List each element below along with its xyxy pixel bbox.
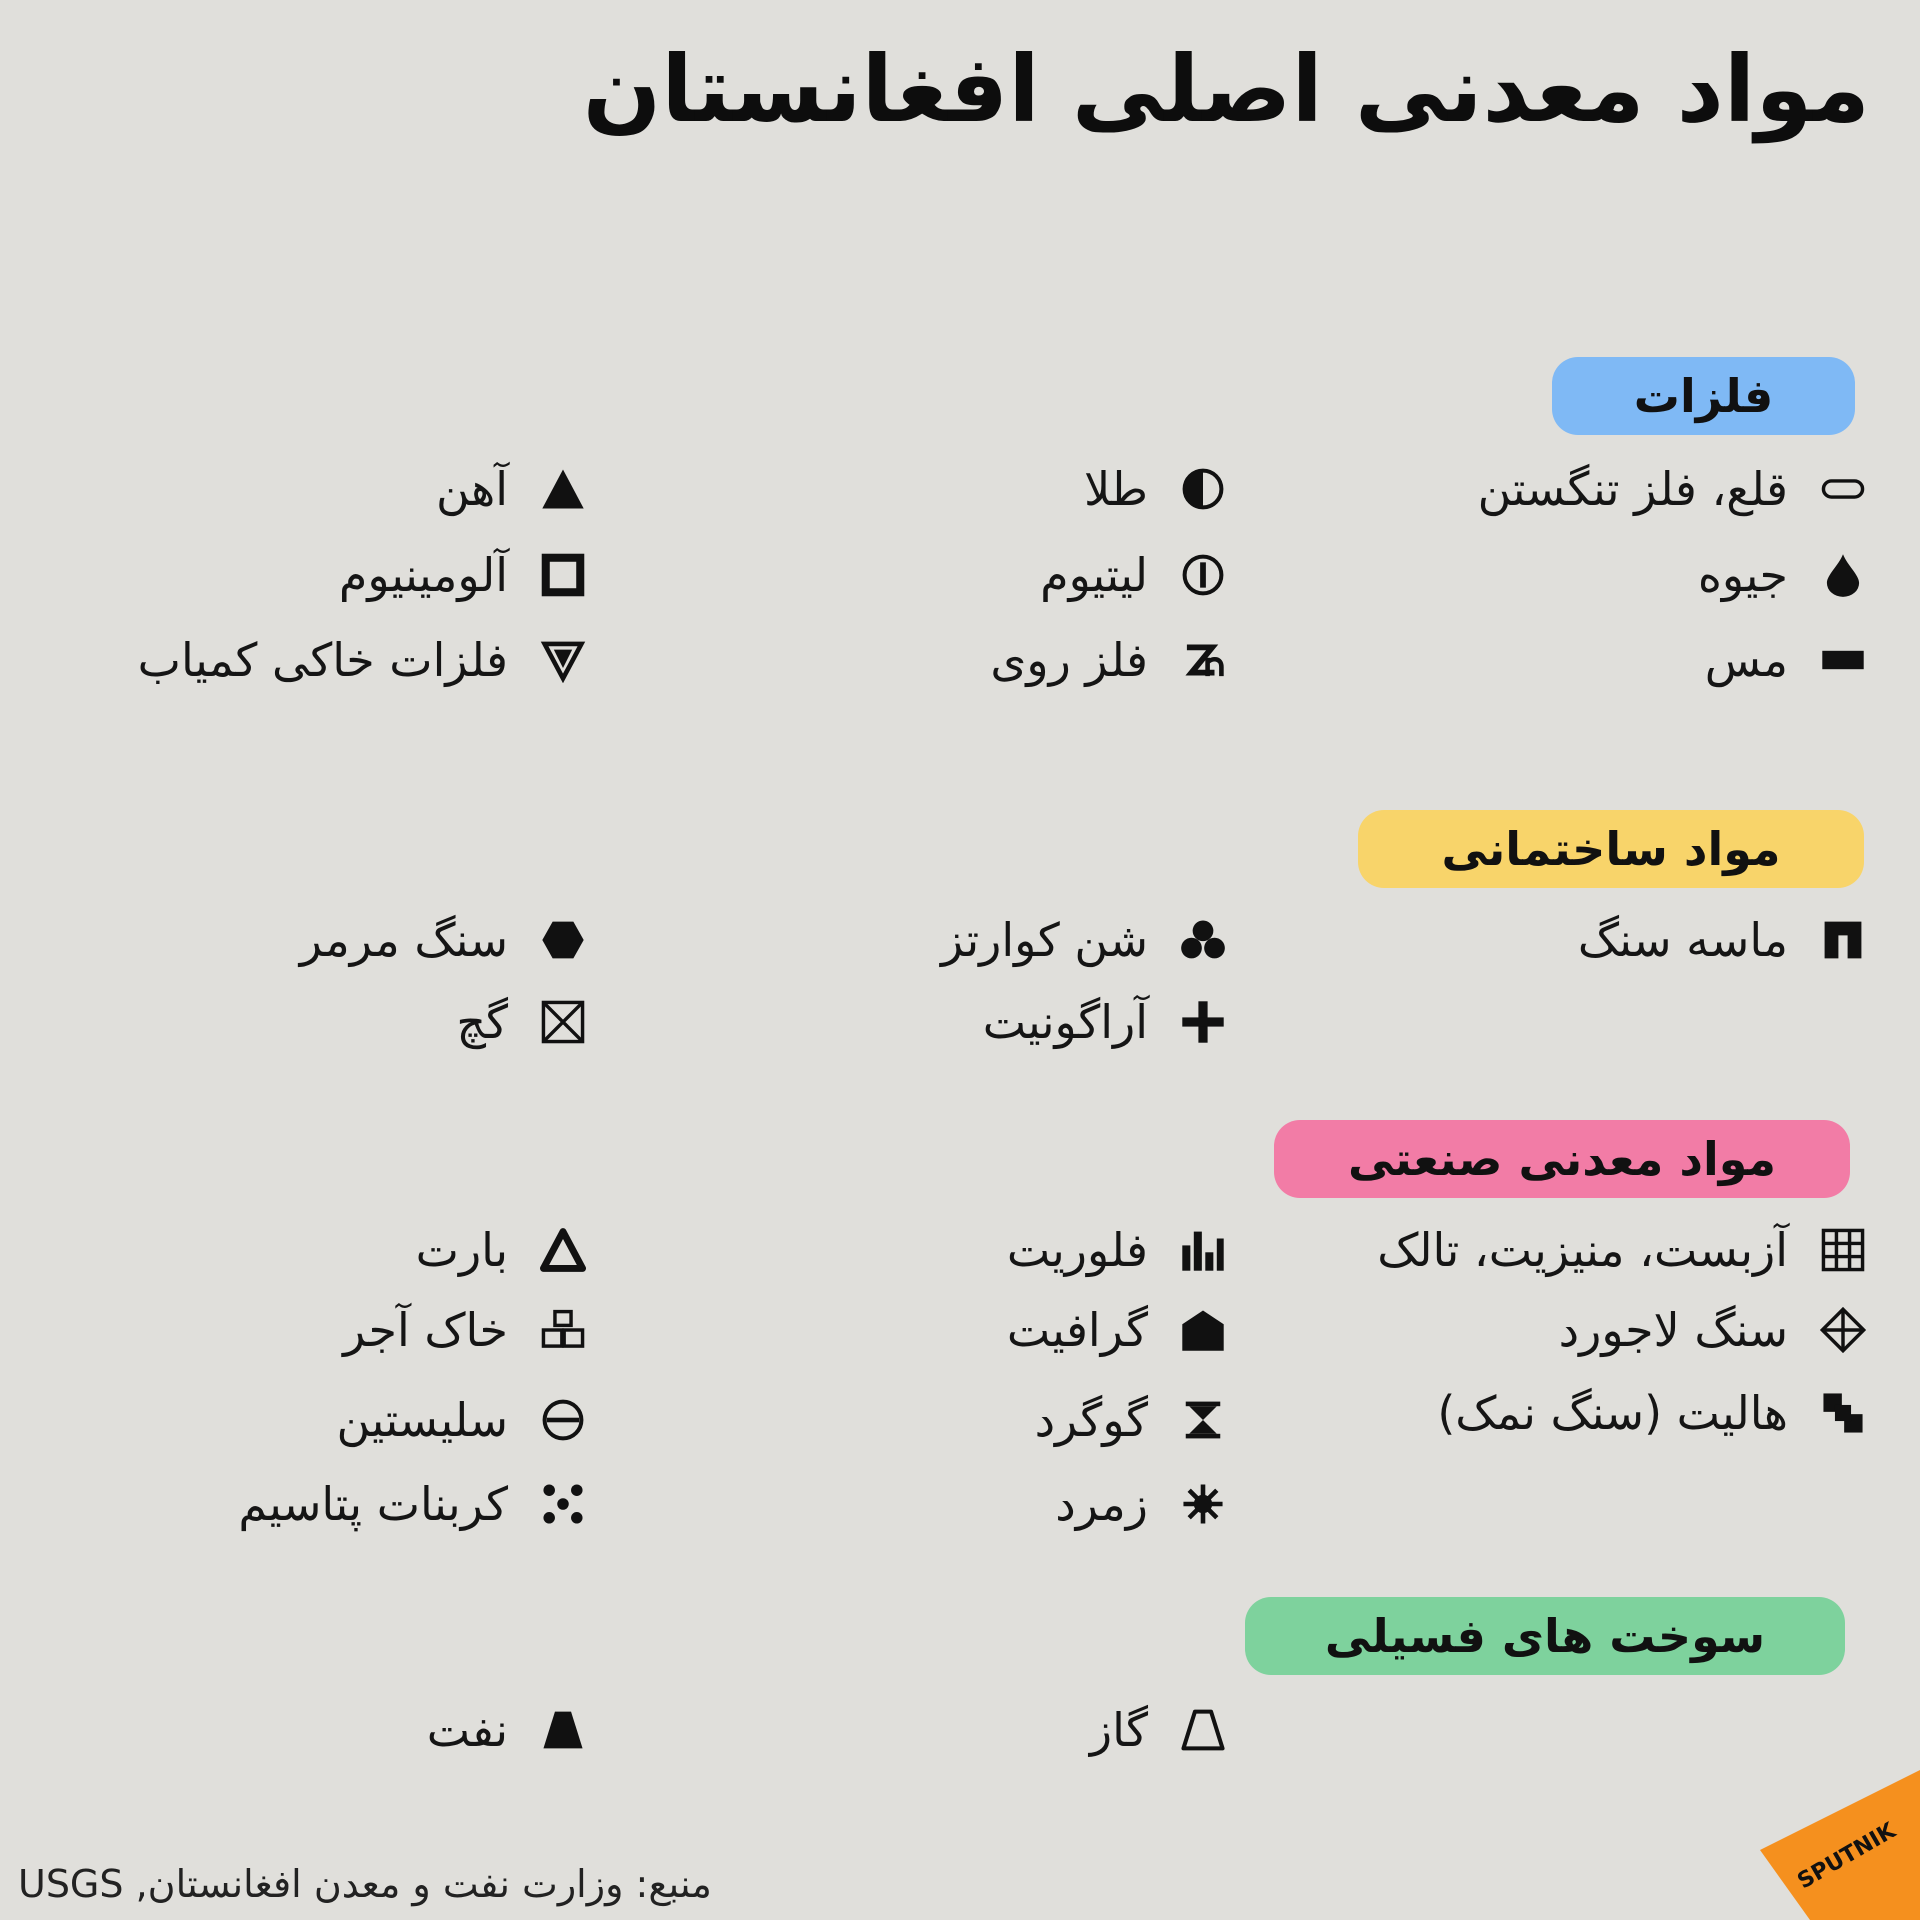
legend-label: فلز روی [990,633,1148,687]
legend-item-potash [30,1464,590,1544]
trapezoid-hollow-icon [1176,1703,1230,1757]
triangle-filled-icon [536,462,590,516]
legend-label: گچ [456,995,508,1049]
sputnik-logo [1750,1770,1920,1920]
legend-item-halite [1310,1373,1870,1453]
legend-label: گرافیت [1006,1303,1148,1357]
legend-item-asbestos [1310,1210,1870,1290]
legend-label: کربنات پتاسیم [238,1477,508,1531]
legend-item-barite [30,1210,590,1290]
squares-icon [1816,1386,1870,1440]
section-fossil [1245,1597,1845,1675]
legend-label: طلا [1083,462,1148,516]
legend-item-celestine [30,1380,590,1460]
section-industrial [1274,1120,1850,1198]
bricks-icon [536,1303,590,1357]
half-circle-icon [1176,462,1230,516]
legend-label: سنگ مرمر [299,913,508,967]
legend-item-aragonite [670,982,1230,1062]
club-icon [1176,913,1230,967]
square-hollow-icon [536,548,590,602]
legend-item-lapis-lazuli [1310,1290,1870,1370]
triangle-hollow-icon [536,1223,590,1277]
section-metals [1552,357,1855,435]
legend-item-lithium [670,535,1230,615]
legend-label: جیوه [1697,548,1788,602]
legend-item-oil [30,1690,590,1770]
legend-item-tin-tungsten [1310,449,1870,529]
legend-label: ماسه سنگ [1577,913,1788,967]
legend-label: هالیت (سنگ نمک) [1437,1386,1788,1440]
legend-label: خاک آجر [343,1303,508,1357]
crossed-box-icon [536,995,590,1049]
zn-icon [1176,633,1230,687]
legend-item-gas [670,1690,1230,1770]
section-metals-label: فلزات [1633,369,1774,423]
sputnik-logo-text: SPUTNIK [1793,1818,1900,1895]
legend-label: گوگرد [1034,1393,1148,1447]
legend-item-marble [30,900,590,980]
legend-item-graphite [670,1290,1230,1370]
section-industrial-label: مواد معدنی صنعتی [1347,1132,1777,1186]
grid-icon [1816,1223,1870,1277]
legend-label: سلیستین [336,1393,508,1447]
legend-label: آراگونیت [982,995,1148,1049]
plus-icon [1176,995,1230,1049]
legend-item-emerald [670,1464,1230,1544]
legend-label: فلوریت [1006,1223,1148,1277]
legend-label: قلع، فلز تنگستن [1477,462,1788,516]
legend-item-rare-earth [30,620,590,700]
source-note: منبع: وزارت نفت و معدن افغانستان, USGS [18,1862,712,1906]
legend-item-mercury [1310,535,1870,615]
asterisk-icon [1176,1477,1230,1531]
legend-item-copper [1310,620,1870,700]
capsule-icon [1816,462,1870,516]
section-construction [1358,810,1864,888]
legend-item-iron [30,449,590,529]
triangle-down-icon [536,633,590,687]
block-icon [1816,913,1870,967]
dots-icon [536,1477,590,1531]
legend-label: آزبست، منیزیت، تالک [1377,1223,1788,1277]
hexagon-icon [536,913,590,967]
legend-item-quartz-sand [670,900,1230,980]
legend-label: لیتیوم [1040,548,1148,602]
legend-label: شن کوارتز [940,913,1148,967]
legend-label: بارت [415,1223,508,1277]
legend-item-aluminium [30,535,590,615]
diamond-cross-icon [1816,1303,1870,1357]
circle-minus-icon [536,1393,590,1447]
section-fossil-label: سوخت های فسیلی [1324,1609,1766,1663]
section-construction-label: مواد ساختمانی [1441,822,1781,876]
hourglass-icon [1176,1393,1230,1447]
legend-label: زمرد [1055,1477,1148,1531]
rectangle-filled-icon [1816,633,1870,687]
bars-icon [1176,1223,1230,1277]
legend-label: مس [1704,633,1788,687]
legend-item-sulfur [670,1380,1230,1460]
legend-item-brick-clay [30,1290,590,1370]
circle-bar-icon [1176,548,1230,602]
legend-item-gypsum [30,982,590,1062]
page-title: مواد معدنی اصلی افغانستان [582,36,1870,143]
legend-label: گاز [1089,1703,1148,1757]
trapezoid-filled-icon [536,1703,590,1757]
legend-item-fluorite [670,1210,1230,1290]
legend-label: آلومینیوم [338,548,508,602]
legend-item-zinc [670,620,1230,700]
drop-icon [1816,548,1870,602]
legend-label: نفت [426,1703,508,1757]
house-icon [1176,1303,1230,1357]
legend-label: آهن [435,462,508,516]
legend-label: فلزات خاکی کمیاب [137,633,508,687]
legend-label: سنگ لاجورد [1558,1303,1788,1357]
legend-item-sandstone [1310,900,1870,980]
legend-item-gold [670,449,1230,529]
